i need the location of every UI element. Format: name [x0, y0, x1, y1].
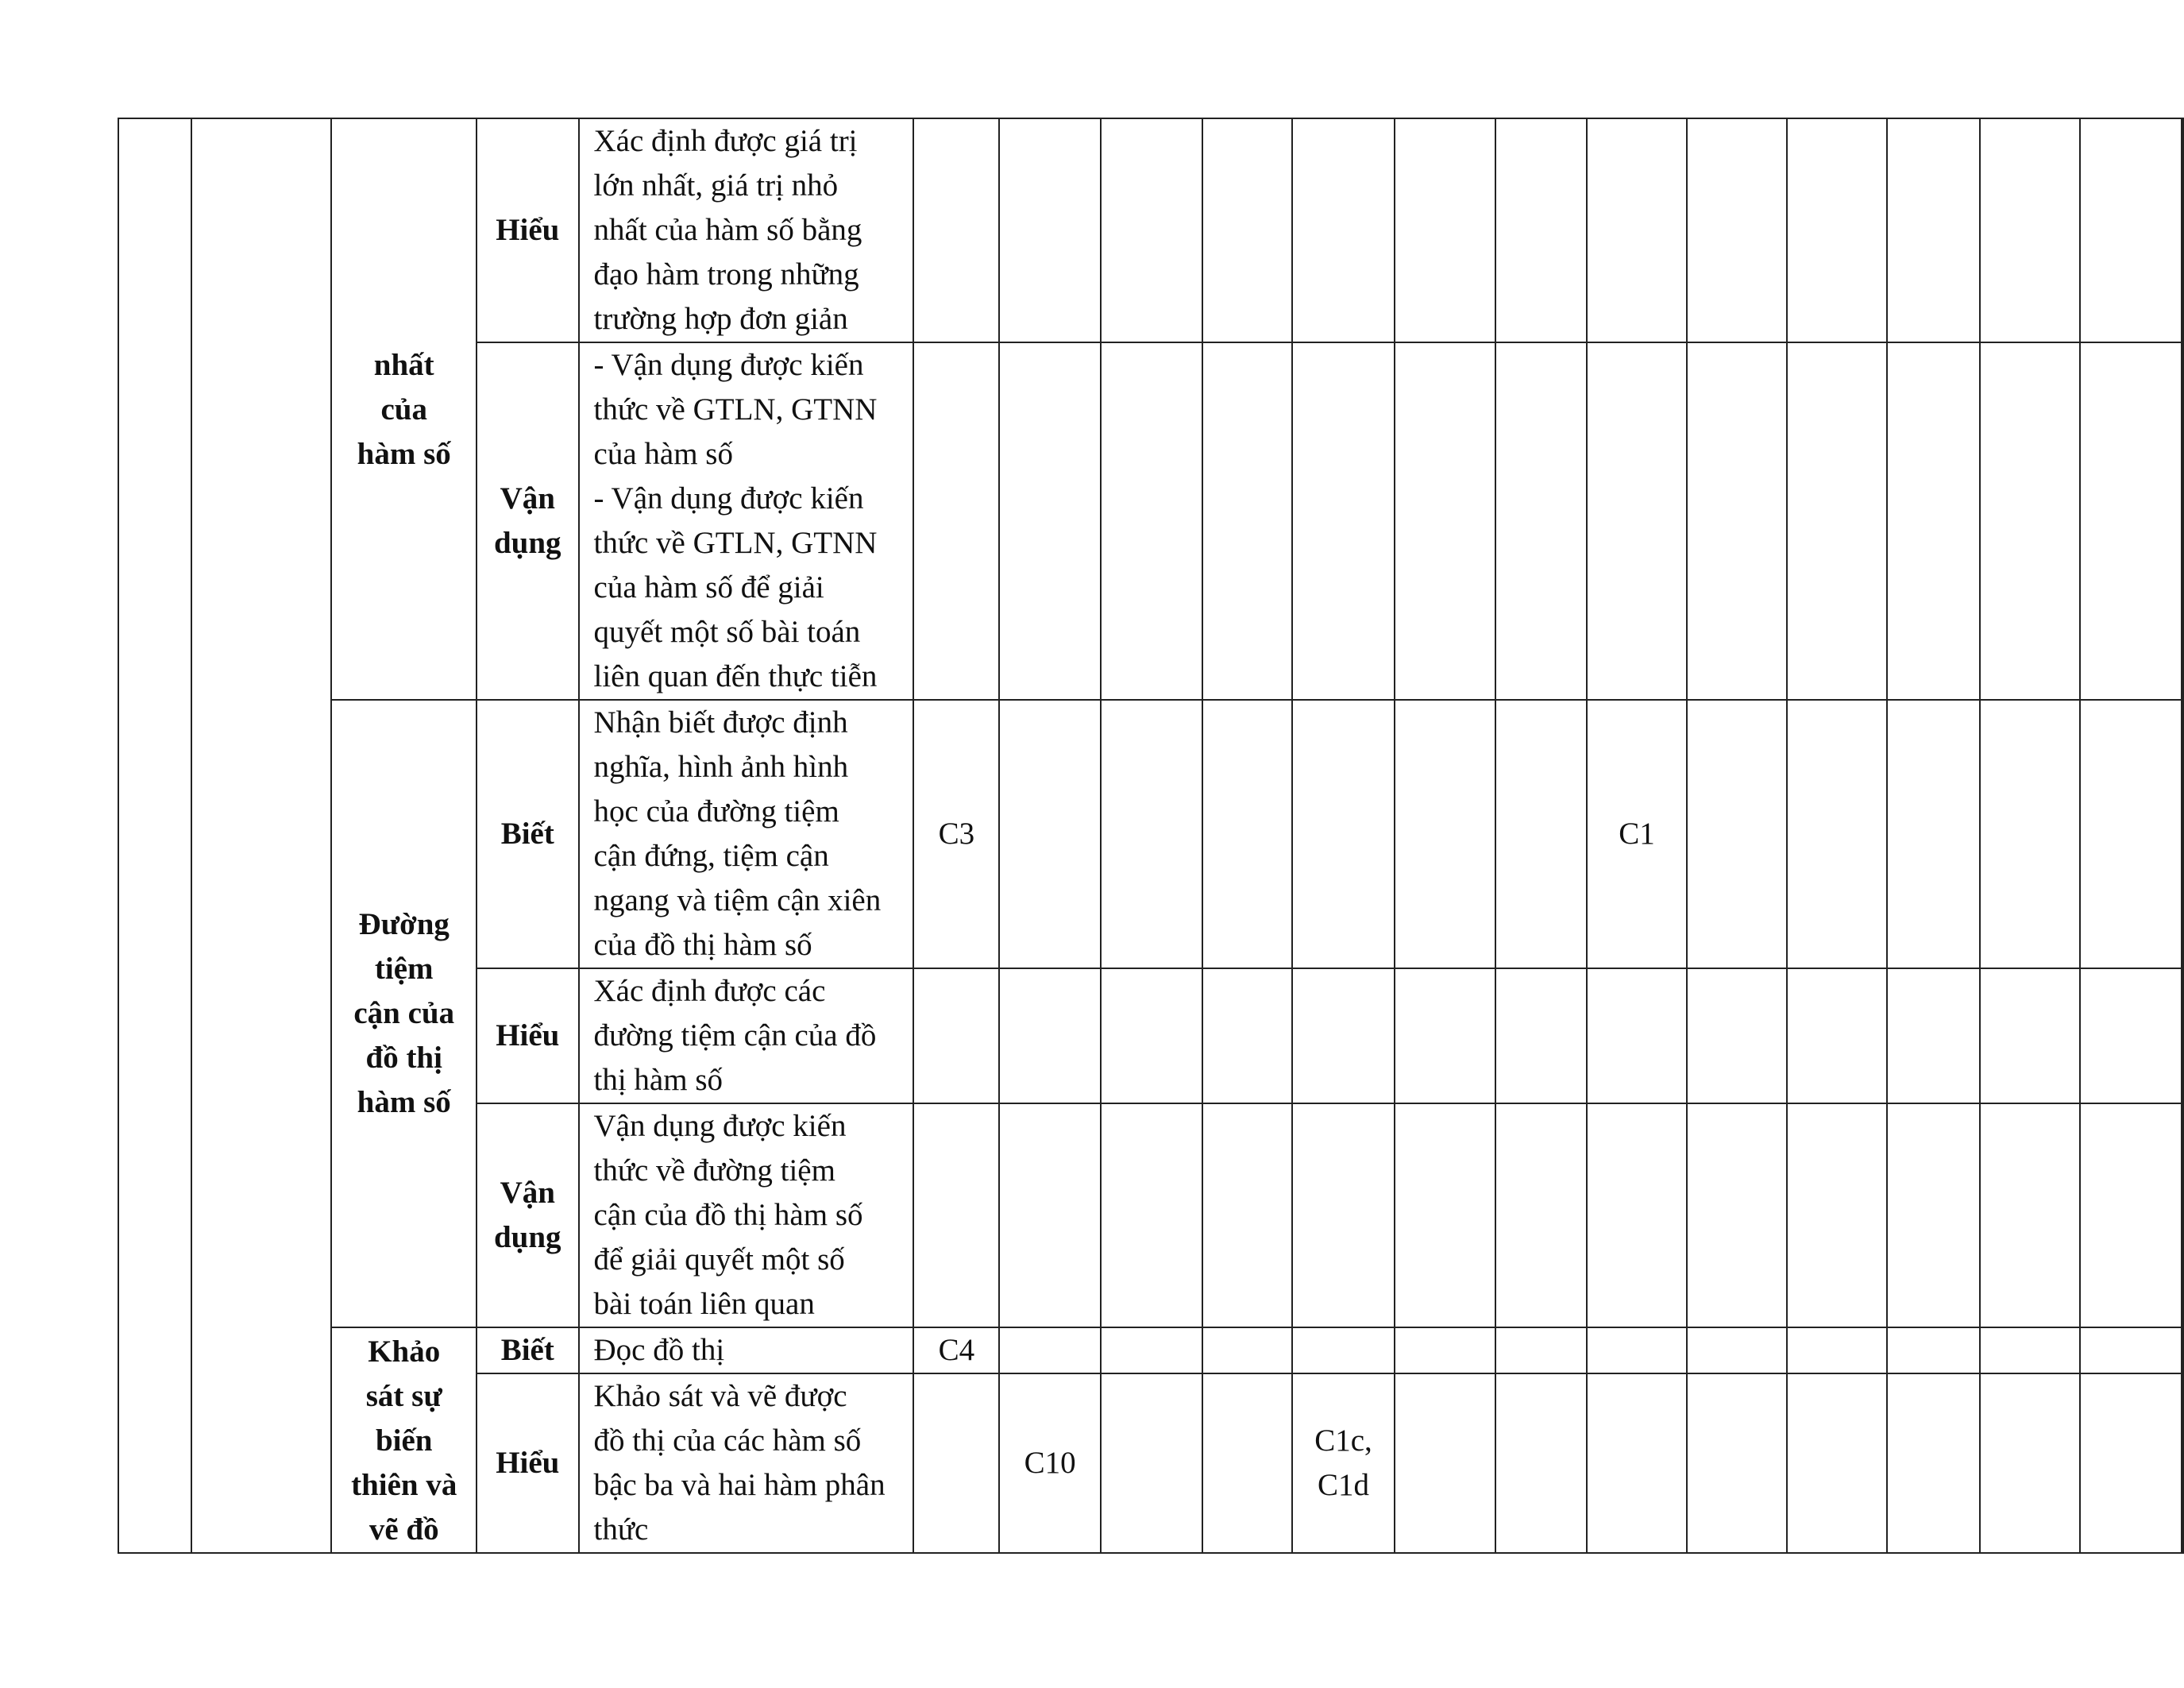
question-code-cell: [1980, 342, 2081, 700]
question-code-cell: [2182, 700, 2183, 968]
question-code-cell: [1887, 118, 1980, 342]
question-code-cell: [999, 1327, 1101, 1373]
question-code-cell: [1101, 1103, 1202, 1327]
question-code-cell: [1292, 1103, 1394, 1327]
question-code-cell: [1395, 700, 1495, 968]
level-cell: Hiểu: [477, 1373, 578, 1553]
question-code-cell: [1202, 342, 1293, 700]
question-code-cell: [1101, 342, 1202, 700]
question-code-cell: [913, 1373, 999, 1553]
question-code-cell: [1202, 118, 1293, 342]
table-row: [118, 118, 2183, 342]
level-cell: Hiểu: [477, 968, 578, 1103]
question-code-cell: [913, 118, 999, 342]
question-code-cell: [1495, 968, 1587, 1103]
question-code-cell: [1687, 1373, 1787, 1553]
question-code-cell: [1101, 118, 1202, 342]
question-code-cell: [1980, 1373, 2081, 1553]
question-code-cell: [1495, 118, 1587, 342]
question-code-cell: [1395, 968, 1495, 1103]
question-code-cell: [1292, 342, 1394, 700]
question-code-cell: [1101, 968, 1202, 1103]
question-code-cell: [1202, 1103, 1293, 1327]
question-code-cell: [1292, 700, 1394, 968]
question-code-cell: [2182, 118, 2183, 342]
question-code-cell: [1887, 342, 1980, 700]
chapter-column-cell: [191, 118, 332, 1553]
question-code-cell: [999, 700, 1101, 968]
topic-cell: nhất của hàm số: [331, 118, 477, 700]
question-code-cell: [1587, 968, 1687, 1103]
question-code-cell: [1292, 118, 1394, 342]
level-cell: Biết: [477, 700, 578, 968]
question-code-cell: [913, 1103, 999, 1327]
question-code-cell: [1687, 118, 1787, 342]
description-cell: - Vận dụng được kiến thức về GTLN, GTNN của hàm số - Vận dụng được kiến thức về GTLN, GTNN của hàm số để giải quyết một số bài toán liên quan đến thực tiễn: [579, 342, 914, 700]
question-code-cell: [1587, 342, 1687, 700]
topic-cell: Khảo sát sự biến thiên và vẽ đồ: [331, 1327, 477, 1553]
description-cell: Xác định được các đường tiệm cận của đồ thị hàm số: [579, 968, 914, 1103]
question-code-cell: [1687, 342, 1787, 700]
question-code-cell: [2080, 1327, 2182, 1373]
question-code-cell: C10: [999, 1373, 1101, 1553]
description-cell: Đọc đồ thị: [579, 1327, 914, 1373]
question-code-cell: [1292, 1327, 1394, 1373]
question-code-cell: [1980, 118, 2081, 342]
question-code-cell: [1395, 342, 1495, 700]
question-code-cell: [1495, 1327, 1587, 1373]
question-code-cell: [1687, 1103, 1787, 1327]
question-code-cell: [1587, 1373, 1687, 1553]
question-code-cell: [1787, 700, 1888, 968]
question-code-cell: [2080, 118, 2182, 342]
question-code-cell: [1887, 1327, 1980, 1373]
question-code-cell: C1: [1587, 700, 1687, 968]
question-code-cell: [1395, 1103, 1495, 1327]
question-code-cell: [1495, 700, 1587, 968]
question-code-cell: [1787, 968, 1888, 1103]
question-code-cell: [1887, 968, 1980, 1103]
question-code-cell: [2080, 1373, 2182, 1553]
description-cell: Xác định được giá trị lớn nhất, giá trị nhỏ nhất của hàm số bằng đạo hàm trong những trường hợp đơn giản: [579, 118, 914, 342]
question-code-cell: [999, 1103, 1101, 1327]
question-code-cell: [1887, 700, 1980, 968]
level-cell: Hiểu: [477, 118, 578, 342]
question-code-cell: [1980, 968, 2081, 1103]
level-cell: Vận dụng: [477, 1103, 578, 1327]
question-code-cell: [1395, 118, 1495, 342]
question-code-cell: [1980, 1327, 2081, 1373]
question-code-cell: [2080, 342, 2182, 700]
level-cell: Vận dụng: [477, 342, 578, 700]
question-code-cell: [1495, 1103, 1587, 1327]
question-code-cell: [1202, 1327, 1293, 1373]
question-code-cell: [1292, 968, 1394, 1103]
question-code-cell: [2080, 700, 2182, 968]
question-code-cell: [1202, 968, 1293, 1103]
question-code-cell: [999, 342, 1101, 700]
description-cell: Khảo sát và vẽ được đồ thị của các hàm số bậc ba và hai hàm phân thức: [579, 1373, 914, 1553]
description-cell: Nhận biết được định nghĩa, hình ảnh hình học của đường tiệm cận đứng, tiệm cận ngang và tiệm cận xiên của đồ thị hàm số: [579, 700, 914, 968]
question-code-cell: [1101, 700, 1202, 968]
question-code-cell: [999, 968, 1101, 1103]
question-code-cell: C4: [913, 1327, 999, 1373]
question-code-cell: [1101, 1327, 1202, 1373]
question-code-cell: [1395, 1373, 1495, 1553]
question-code-cell: [1587, 1327, 1687, 1373]
question-code-cell: [1202, 1373, 1293, 1553]
question-code-cell: [2182, 1103, 2183, 1327]
question-code-cell: [1587, 1103, 1687, 1327]
table-row: [118, 700, 2183, 968]
question-code-cell: [1101, 1373, 1202, 1553]
question-code-cell: [1687, 968, 1787, 1103]
question-code-cell: [1787, 1103, 1888, 1327]
stt-column-cell: [118, 118, 191, 1553]
question-code-cell: [1395, 1327, 1495, 1373]
description-cell: Vận dụng được kiến thức về đường tiệm cận của đồ thị hàm số để giải quyết một số bài toán liên quan: [579, 1103, 914, 1327]
question-code-cell: [1887, 1103, 1980, 1327]
question-code-cell: [2182, 1327, 2183, 1373]
question-code-cell: [1495, 1373, 1587, 1553]
question-code-cell: [999, 118, 1101, 342]
question-code-cell: C1c, C1d: [1292, 1373, 1394, 1553]
question-code-cell: [2080, 1103, 2182, 1327]
question-code-cell: [1495, 342, 1587, 700]
question-code-cell: [1980, 1103, 2081, 1327]
content-table: [118, 118, 2184, 1554]
table-row: [118, 1327, 2183, 1373]
question-code-cell: [1787, 342, 1888, 700]
question-code-cell: [1687, 1327, 1787, 1373]
question-code-cell: [1202, 700, 1293, 968]
question-code-cell: [1787, 1327, 1888, 1373]
question-code-cell: [1587, 118, 1687, 342]
question-code-cell: [2182, 342, 2183, 700]
question-code-cell: [1980, 700, 2081, 968]
level-cell: Biết: [477, 1327, 578, 1373]
question-code-cell: [1787, 1373, 1888, 1553]
question-code-cell: C3: [913, 700, 999, 968]
question-code-cell: [2182, 968, 2183, 1103]
question-code-cell: [1887, 1373, 1980, 1553]
question-code-cell: [913, 342, 999, 700]
question-code-cell: [1687, 700, 1787, 968]
question-code-cell: [2182, 1373, 2183, 1553]
question-code-cell: [913, 968, 999, 1103]
question-code-cell: [1787, 118, 1888, 342]
topic-cell: Đường tiệm cận của đồ thị hàm số: [331, 700, 477, 1327]
question-code-cell: [2080, 968, 2182, 1103]
